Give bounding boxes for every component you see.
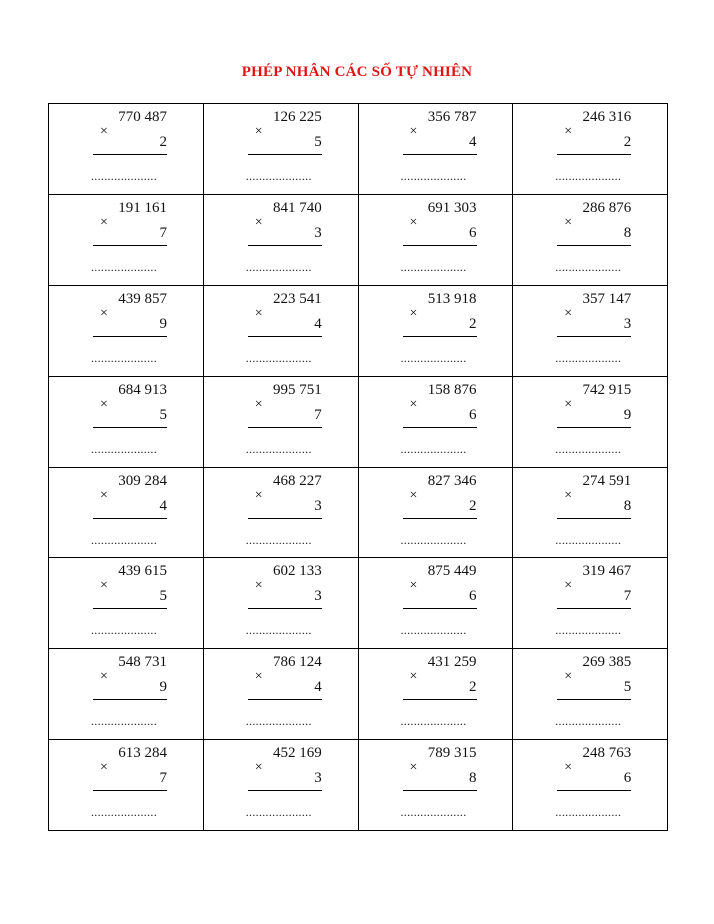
problem-cell [513,286,668,377]
result-line [403,154,477,155]
multiply-sign: × [254,669,263,685]
multiplicand: 841 740 [273,199,322,216]
answer-blank[interactable]: .................... [400,441,467,456]
result-line [557,154,631,155]
multiplicand: 875 449 [427,563,477,580]
problem-cell [204,377,359,468]
multiplication-problem [557,382,631,462]
result-line [557,518,631,519]
multiply-sign: × [100,305,108,321]
multiplier: 4 [314,315,322,332]
result-line [248,608,322,609]
multiplication-problem [245,199,322,280]
multiplication-problem [557,745,631,825]
multiply-sign: × [564,578,573,594]
multiplicand: 548 731 [118,654,167,671]
result-line [93,608,167,609]
multiply-sign: × [564,214,573,230]
problem-cell [513,558,668,649]
result-line [93,245,167,246]
result-line [248,518,322,519]
multiplication-problem [557,200,631,280]
result-line [557,699,631,700]
multiply-sign: × [409,396,418,412]
multiply-sign: × [100,124,108,139]
result-line [93,154,167,155]
multiplier: 9 [159,679,167,696]
multiplicand: 286 876 [582,199,632,216]
multiplicand: 995 751 [273,381,322,398]
multiply-sign: × [100,487,108,503]
multiplication-problem [93,745,167,825]
multiplicand: 742 915 [582,381,632,398]
multiplicand: 684 913 [118,381,167,398]
answer-blank[interactable]: .................... [400,169,467,183]
multiplier: 7 [159,770,167,787]
multiplicand: 439 615 [118,563,167,580]
multiply-sign: × [409,578,418,594]
multiplier: 3 [314,588,322,605]
result-line [403,336,477,337]
result-line [93,699,167,700]
problem-cell [359,195,514,286]
multiplicand: 770 487 [118,109,167,125]
multiplier: 3 [314,224,322,241]
multiply-sign: × [100,578,108,594]
multiply-sign: × [564,396,573,412]
multiply-sign: × [254,487,263,503]
multiplication-problem [93,654,167,734]
multiplier: 3 [314,497,322,514]
multiplier: 8 [469,770,477,787]
multiply-sign: × [254,305,263,321]
multiplication-problem [93,563,167,643]
multiplicand: 248 763 [582,745,632,762]
multiplicand: 356 787 [427,109,477,125]
multiplier: 6 [469,224,477,241]
multiplication-problem [93,109,167,189]
multiply-sign: × [254,214,263,230]
multiplicand: 613 284 [118,745,167,762]
multiplier: 4 [314,679,322,696]
multiplier: 5 [623,679,632,696]
result-line [93,427,167,428]
problem-cell [359,468,514,559]
multiply-sign: × [254,396,263,412]
problem-cell [359,286,514,377]
multiply-sign: × [100,396,108,412]
multiplier: 5 [314,134,322,150]
problem-cell [359,740,514,831]
result-line [403,427,477,428]
worksheet-title: PHÉP NHÂN CÁC SỐ TỰ NHIÊN [241,64,473,80]
multiply-sign: × [564,669,573,685]
multiply-sign: × [564,305,573,321]
multiplicand: 513 918 [427,290,477,307]
multiplier: 5 [159,588,167,605]
answer-blank[interactable]: .................... [91,350,157,365]
result-line [403,790,477,791]
answer-blank[interactable]: .................... [555,350,622,365]
answer-blank[interactable]: .................... [400,350,467,365]
multiplier: 2 [469,679,477,696]
multiplier: 5 [159,406,167,423]
result-line [557,608,631,609]
answer-blank[interactable]: .................... [400,259,467,274]
problem-cell [359,104,514,195]
answer-blank[interactable]: .................... [555,441,622,456]
problem-cell [204,195,359,286]
multiplication-problem [245,563,322,643]
multiplication-problem [93,291,167,371]
result-line [248,790,322,791]
multiplier: 4 [159,497,167,514]
multiplication-problem [400,745,477,825]
multiplicand: 452 169 [273,745,322,762]
problem-cell [359,558,514,649]
multiplication-problem [400,472,477,553]
multiplication-problem [245,472,322,553]
answer-blank[interactable]: .................... [91,805,157,820]
multiplier: 2 [159,134,167,150]
multiplicand: 602 133 [273,563,322,580]
answer-blank[interactable]: .................... [555,623,622,638]
multiplier: 6 [469,588,477,605]
answer-blank[interactable]: .................... [245,259,312,274]
multiplication-problem [245,745,322,825]
multiplicand: 439 857 [118,290,167,307]
multiply-sign: × [409,124,418,139]
problem-cell [359,377,514,468]
problem-cell [204,104,359,195]
multiply-sign: × [254,760,263,776]
multiplier: 6 [623,770,632,787]
multiplication-problem [400,563,477,643]
problem-cell [204,286,359,377]
multiply-sign: × [564,487,573,503]
result-line [557,790,631,791]
multiplicand: 223 541 [273,290,322,307]
multiplier: 8 [623,224,632,241]
multiply-sign: × [254,578,263,594]
multiplier: 7 [623,588,632,605]
multiplicand: 126 225 [273,109,322,125]
answer-blank[interactable]: .................... [400,805,467,820]
result-line [557,245,631,246]
problem-cell [49,558,204,649]
multiplier: 7 [314,406,322,423]
multiplicand: 269 385 [582,654,632,671]
problem-cell [204,649,359,740]
answer-blank[interactable]: .................... [91,169,157,183]
answer-blank[interactable]: .................... [245,350,312,365]
answer-blank[interactable]: .................... [400,714,467,729]
multiplication-problem [93,382,167,462]
multiplication-problem [245,109,322,189]
problem-cell [513,195,668,286]
answer-blank[interactable]: .................... [245,714,312,729]
multiplier: 2 [469,497,477,514]
multiplier: 2 [623,134,632,150]
multiplication-problem [245,381,322,462]
answer-blank[interactable]: .................... [555,805,622,820]
multiply-sign: × [409,487,418,503]
problem-cell [513,740,668,831]
problem-cell [513,104,668,195]
result-line [248,427,322,428]
multiplicand: 786 124 [273,654,322,671]
answer-blank[interactable]: .................... [91,441,157,456]
result-line [557,427,631,428]
answer-blank[interactable]: .................... [555,259,622,274]
multiplicand: 319 467 [582,563,632,580]
result-line [403,608,477,609]
multiplicand: 691 303 [427,199,477,216]
multiply-sign: × [100,760,108,776]
multiplication-problem [400,381,477,462]
multiplier: 8 [623,497,632,514]
multiplicand: 246 316 [582,109,632,125]
problem-cell [49,649,204,740]
multiplier: 2 [469,315,477,332]
multiplier: 7 [159,224,167,241]
multiplication-problem [557,109,631,189]
result-line [248,336,322,337]
problem-cell [49,286,204,377]
multiplier: 3 [623,315,632,332]
result-line [93,790,167,791]
multiplication-problem [400,290,477,371]
problem-cell [204,740,359,831]
multiply-sign: × [100,669,108,685]
result-line [93,336,167,337]
multiplication-problem [557,473,631,553]
answer-blank[interactable]: .................... [245,623,312,638]
multiply-sign: × [254,124,263,139]
result-line [93,518,167,519]
multiplication-problem [400,109,477,189]
result-line [248,699,322,700]
multiplicand: 468 227 [273,472,322,489]
result-line [248,245,322,246]
problem-cell [49,468,204,559]
multiplier: 4 [469,134,477,150]
multiplicand: 789 315 [427,745,477,762]
answer-blank[interactable]: .................... [91,623,157,638]
multiplier: 9 [159,315,167,332]
multiplier: 3 [314,770,322,787]
problem-cell [204,468,359,559]
multiply-sign: × [564,760,573,776]
multiplicand: 158 876 [427,381,477,398]
multiply-sign: × [409,760,418,776]
problem-cell [513,377,668,468]
multiplicand: 357 147 [582,290,632,307]
problem-grid [48,103,668,831]
answer-blank[interactable]: .................... [555,169,622,183]
result-line [403,518,477,519]
problem-cell [513,649,668,740]
answer-blank[interactable]: .................... [91,259,157,274]
answer-blank[interactable]: .................... [400,532,467,547]
result-line [403,245,477,246]
result-line [403,699,477,700]
multiplication-problem [400,199,477,280]
multiplication-problem [93,473,167,553]
multiplication-problem [245,290,322,371]
answer-blank[interactable]: .................... [245,805,312,820]
multiplicand: 274 591 [582,472,632,489]
answer-blank[interactable]: .................... [555,714,622,729]
answer-blank[interactable]: .................... [245,532,312,547]
multiply-sign: × [409,305,418,321]
problem-cell [49,195,204,286]
problem-cell [513,468,668,559]
multiplier: 6 [469,406,477,423]
multiplication-problem [93,200,167,280]
multiplicand: 309 284 [118,472,167,489]
multiply-sign: × [409,669,418,685]
problem-cell [359,649,514,740]
answer-blank[interactable]: .................... [555,532,622,547]
multiplication-problem [557,654,631,734]
multiply-sign: × [409,214,418,230]
answer-blank[interactable]: .................... [91,532,157,547]
multiplication-problem [557,563,631,643]
problem-cell [49,377,204,468]
answer-blank[interactable]: .................... [91,714,157,729]
result-line [248,154,322,155]
answer-blank[interactable]: .................... [245,441,312,456]
multiply-sign: × [564,124,573,139]
answer-blank[interactable]: .................... [245,169,312,183]
multiplication-problem [557,291,631,371]
multiplication-problem [400,654,477,734]
multiplicand: 191 161 [118,199,167,216]
problem-cell [204,558,359,649]
multiplier: 9 [623,406,632,423]
result-line [557,336,631,337]
multiplicand: 431 259 [427,654,477,671]
problem-cell [49,104,204,195]
multiply-sign: × [100,214,108,230]
multiplicand: 827 346 [427,472,477,489]
multiplication-problem [245,654,322,734]
answer-blank[interactable]: .................... [400,623,467,638]
problem-cell [49,740,204,831]
